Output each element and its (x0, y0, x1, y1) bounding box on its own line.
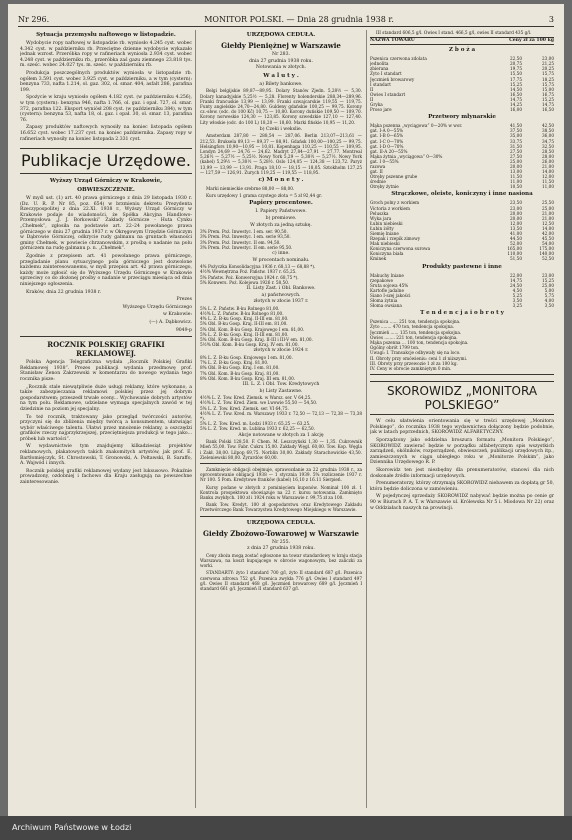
price-low: 4,50 (512, 287, 522, 293)
page-header (18, 12, 554, 27)
list-item: 5½% Obl. Kom. B-ku Gosp. Kraj. IV em. 81,00. (200, 342, 299, 348)
price-high: 4,00 (544, 298, 554, 304)
price-high: 23,00 (542, 272, 554, 278)
price-high: 16,75 (542, 91, 554, 97)
price-high: 21,25 (542, 61, 554, 67)
list-item: 5% L. Z. Tow. Kred. m. Łodzi 1933 r. 65,25 — 63,25. (200, 421, 311, 427)
paragraph: Sporządzony jako oddzielna broszura formatu „Monitora Polskiego”, SKOROWIDZ zawierać będzie w porządku alfabetycznym spis wszystkich zarządzeń, okólników, rozporządzeń, obwieszczeń, publikacji urzędowych itp., zamieszczonych w ciągu ubiegłego roku w „Monitorze Polskim”, jako Dziennika Urzędowego R. P. (370, 438, 554, 466)
paragraph: Polska Agencja Telegraficzna wydała „Rocznik Polskiej Grafiki Reklamowej 1938”. Prezes publikacji wydania przedmowę prof. Stanisław Zenon Zakrzewski w komentarzu do nowego wydania tego rocznika pisze: (20, 360, 192, 382)
price-high: 3,50 (544, 303, 554, 309)
cedula-subtitle: Giełdy Zbożowo-Towarowej w Warszawie (203, 528, 359, 538)
price-low: 14,50 (510, 86, 522, 92)
price-high: 15,25 (542, 96, 554, 102)
price-low: 165,00 (507, 246, 522, 252)
issue-number: Nr 296. (18, 14, 50, 24)
section-title-publications: Publikacje Urzędowe. (20, 148, 192, 174)
commodity-name: Victoria z workiem (370, 205, 410, 211)
section-heading: złotych w złocie 1937 r. (253, 299, 309, 305)
signature-line: w Krakowie: (163, 312, 192, 318)
cedula-number: Nr 255. (272, 539, 290, 545)
section-heading: c) inne. (272, 251, 290, 257)
paragraph: Zamknięcie obligacji obejmuje, sprawozdanie za 22 grudnia 1938 r., za oprocentowanie obligacji 1938 — 1 stycznia 1939. 5% rozliczenie 1937 r. Nr 100. 5 Pom. Kredytowe franków (kabel) 16,10 z 16.11 Sierpień. (200, 467, 362, 483)
paragraph: Zgodnie z przepisem art. 41 powołanego prawa górniczego, przegladanie planu sytuacyjnego pola górniczego jest dozwolone każdemu zainteresowanemu, w myśl przepisu art. 42 prawa górniczego, każdy może zgłosić się do Wyższego Urzędu Górniczego w Krakowie sprzeciwy co do złożonej prośby o nadanie w przeciągu miesiąca od dnia niniejszego ogłoszenia. (20, 254, 192, 287)
price-low: 17,75 (510, 76, 522, 82)
commodity-name: Wyka jara (370, 215, 392, 221)
table-row (370, 256, 554, 261)
commodity-name: gat. I-D 0—70% (370, 143, 404, 149)
price-low: 52,00 (510, 241, 522, 247)
commodity-name: Żyto I standart (370, 71, 402, 77)
price-high: 18,25 (542, 76, 554, 82)
price-low: 20,00 (510, 210, 522, 216)
divider (370, 374, 554, 375)
list-item: 7% Obl. Kom. B-ku Gosp. Kraj. 81,00. (200, 370, 280, 376)
commodity-name: Pszenica czerwona zdolata (370, 56, 427, 62)
commodity-name: Koniczyna biała (370, 251, 404, 257)
commodity-name: Mąka pszenna „wyciągowa” 0—20% w wor. (370, 123, 463, 129)
price-low: 16,00 (510, 107, 522, 113)
list-item: 3% Prem. Poż. Inwestyc. II em. serie 95,50. (200, 244, 293, 250)
table-section-heading: Z b o ż a (448, 47, 476, 54)
price-high: 21,00 (542, 163, 554, 169)
list-item: 3% Prem. Poż. Inwestyc. II em. 94,50. (200, 239, 281, 245)
commodity-name: Mak niebieski (370, 241, 400, 247)
paragraph: W pojedynczej sprzedaży SKOROWIDZ nabywać będzie można po cenie gr 90 w Biurach P. A. T. w Warszawie ul. Królewska Nr 5 i. Miodowa Nr 22) oraz w Oddziałach naszych na prowincji. (370, 494, 554, 511)
section-heading: b) Czeki i wekslie. (259, 126, 303, 132)
list-item: 4½% L. Z. Tow. Kred. Ziemsk. w Warsz. ser. V 64,25. (200, 395, 312, 401)
price-high: 38,50 (542, 128, 554, 134)
price-high: 23,00 (542, 56, 554, 62)
column-1 (20, 30, 192, 808)
list-item: 4% Pożyczka Konsolidacyjna 1936 r. 68,13 — 68,88 *). (200, 264, 316, 270)
commodity-name: Gryka (370, 102, 383, 108)
table-row (370, 184, 554, 189)
section-heading: Papiery procentowe. (249, 200, 313, 207)
commodity-name: gat. I-A 0—55% (370, 128, 404, 134)
price-high: 15,75 (542, 71, 554, 77)
commodity-name: Kminek (370, 256, 387, 262)
list-item: 8% Obl. B-ku Gosp. Kraj. I em. 81,00. (200, 365, 280, 371)
table-section-heading: Strączkowe, oleiste, koniczyny i inne nasiona (391, 191, 533, 198)
price-high: 25,00 (542, 205, 554, 211)
price-low: 15,50 (510, 71, 522, 77)
announcement-date: Kraków, dnia 22 grudnia 1938 r. (26, 289, 102, 295)
commodity-name: Rzepak i rzepik zimowy (370, 236, 421, 242)
paragraph: Kurs urzędowy 1 grama czystego złota = 5 zł 92,44 gr. (206, 193, 323, 199)
section-heading: III. L. Z. i Obl. Tow. Kredytowych (242, 382, 320, 388)
price-table-grains (370, 56, 554, 112)
price-low: 35,00 (510, 133, 522, 139)
list-item: 5% Obl. Kom. B-ku Gosp. Kraj. II-III i III-V em. 81,00. (200, 337, 313, 343)
table-header-name: NAZWA TOWARU (370, 38, 415, 44)
list-item: 8% L. Z. B-ku Gosp. Krajowego I em. 81,00. (200, 355, 293, 361)
list-item: 4½% L. Z. Państw. B-ku Rolnego 81,00. (200, 311, 284, 316)
section-heading: b) premiowe. (265, 216, 297, 222)
price-low: 19,75 (510, 66, 522, 72)
price-low: 23,00 (510, 205, 522, 211)
announcement-heading: OBWIESZCZENIE. (77, 187, 135, 194)
commodity-name: gat. II (370, 169, 383, 175)
price-low: 25,00 (510, 158, 522, 164)
list-item: 3% Prem. Poż. Inwestyc. I em. serie 93,50. (200, 234, 291, 240)
commodity-name: gat. II-A 20—55% (370, 148, 408, 154)
section-heading: Akcje notowane w złotych za 1 akcję (238, 432, 324, 438)
section-heading: W procentach nominału. (252, 257, 310, 263)
paragraph: Spożycie w kraju wyniosło ogółem 4.182 cyst. (w październiku 4.256), w tym (cystern): benzyna 946, nafta 1.766, ol. gaz. i opał. 727, ol. smar. 372, parafina 122. Eksport wyniósł 208 cyst. (w październiku 384), w tym (cystern): benzyna 53, nafta 18, ol. gaz. i opał. 30, ol. smar. 13, parafina 76. (20, 95, 192, 123)
commodity-name: II (370, 96, 374, 102)
section-heading: a) państwowych. (261, 292, 301, 298)
list-item: 4½% L. Z. Tow. Kred. Ziem. we Lwowie 55,50 — 54,50. (200, 400, 318, 406)
commodity-name: Proso jare (370, 107, 392, 113)
price-high: 45,50 (542, 236, 554, 242)
paragraph: Belgi belgijskie 89,87—89,95. Dolary Stanów Zjedn. 5,28½ — 5,30. Dolary kanadyjskie 5,25½ — 5,28. Florenty holenderskie 288,34—289,96. Franki francuskie 13,99 — 13,99. Franki szwajcarskie 119,55 — 119,75. Funty angielskie 24,70—24,80. Guldeny gdańskie 100,25 — 99,75. Korony cz.-słow. (odc. do 100 Kč) 10,75 — 10,80. Korony duńskie 109,50 — 109,70. Korony norweskie 124,30 — 123,85. Korony szwedzkie 127,10 — 127,40. Lity włoskie (odc. do 100 L) 18,20 — 18,60. Marki fińskie 10,95 — 11,20. (200, 88, 362, 125)
archive-name: Archiwum Państwowe w Łodzi (12, 823, 132, 832)
section-heading: złotych w złocie 1924 r. (253, 348, 309, 354)
divider (200, 463, 362, 464)
price-high: 12,50 (542, 220, 554, 226)
price-high: 21,00 (542, 210, 554, 216)
paragraph: Rocznik polskiej grafiki reklamowej wydany jest luksusowo. Pokaźnie prowadzony, ozdobniej i fachowo dla Kraju zasługują na powszechne zainteresowanie. (20, 468, 192, 486)
price-high: 36,00 (542, 133, 554, 139)
list-item: Jęczmień ...... 135 ton, tendencja spokojna. (370, 329, 462, 335)
cedula-subtitle: Giełdy Pieniężnej w Warszawie (221, 41, 341, 50)
section-heading: W złotych za jedną sztukę. (250, 222, 312, 228)
price-high: 11,00 (542, 184, 554, 190)
commodity-name: razowa (370, 163, 386, 169)
paragraph: W myśl ust. (1) art. 40 prawa górniczego z dnia 29 listopada 1930 r. (Dz. U. R. P. Nr 85, poz. 654) w brzmieniu dekretu Prezydenta Rzeczypospolitej z dnia 22.XI. 1938 r., Wyższy Urząd Górniczy w Krakowie podaje do wiadomości, że Spółka Akcyjna Handlowo-Przemysłowa „J. J. Borkowski” Zakłady Górnicze - Huta Cynku „Chełmek”, zgłosiła na podstawie art. 22–24 powołanego prawa górniczego w dniu 27 grudnia 1937 r. w Okręgowym Urzędzie Górniczym w Dąbrowie Górniczej, odkrycie rudy galmanu na gruntach własności gminy Chełmek, w powiecie chrzanowskim, z prośbą o nadanie na polu górniczem na rudę galmanu p. n. „Chełmek”. (20, 196, 192, 252)
commodity-name: gat. I 0—55% (370, 158, 399, 164)
commodity-name: gat. I-C 0—70% (370, 138, 404, 144)
list-item: 5% L. Z. B-ku Gosp. Kraj. II-III em. 81,00. (200, 331, 289, 337)
archive-footer (0, 816, 572, 840)
turnover-heading: T e n d e n c j a i o b r o t y (420, 310, 504, 317)
commodity-name: Peluszka (370, 210, 389, 216)
table-row (370, 303, 554, 308)
price-high: 54,00 (542, 241, 554, 247)
price-low: 11,50 (510, 174, 522, 180)
commodity-name: Owies I standart (370, 91, 406, 97)
price-high: 26,00 (542, 158, 554, 164)
table-section-heading: Przetwory młynarskie (428, 114, 496, 121)
divider (20, 336, 192, 337)
masthead-title: MONITOR POLSKI. — Dnia 28 grudnia 1938 r. (204, 14, 394, 24)
table-header-price: Ceny zł za 100 kg (509, 38, 554, 44)
price-low: 20,75 (510, 61, 522, 67)
price-table-legumes (370, 200, 554, 261)
price-low: 22,00 (510, 272, 522, 278)
commodity-name: Słoma owsiana (370, 303, 402, 309)
commodity-name: Jęczmień browarowy (370, 76, 415, 82)
price-table-flour (370, 123, 554, 189)
price-low: 10,50 (510, 184, 522, 190)
column-rule-2 (366, 30, 367, 808)
price-low: 14,75 (510, 96, 522, 102)
price-high: 14,75 (542, 102, 554, 108)
price-high: 14,00 (542, 169, 554, 175)
paragraph: Bank Polski 128,50. F. Chem. M. Leszczyński 1,30 — 1,35. Cukrownik Mień 55,00. Tow. Fabr. Cukru 15,00. Zakłady Węgl. 60,00. Tow. Kop. Węgla i Zakł. 38,00. Lilpop 69,75. Norblin 30,00. Zakłady Starachowickie 43,50. Zieleniewski 80,00. Żyrardów 60,00. (200, 439, 362, 460)
price-high: 175,00 (539, 246, 554, 252)
price-high: 15,75 (542, 81, 554, 87)
paragraph: Kursy podane w złotych z pominięciem kuponów. Nominał 100 zł. 1 Kontrola prospektowa obowiązuje na 22 r. kursu notowania. Zamknięto Banku zwykłych. 100 zł i 1924 roku w Warszawie r. 99,75 zł za 100. (200, 484, 362, 501)
list-item: 4½% L. Z. Tow. Kred. m. Warszawy 1933 r. 72,50 — 72,13 — 72,38 — 73,38 *). (200, 410, 362, 422)
commodity-name: I standart (370, 81, 391, 87)
list-item: 7% L. Z. B-ku Gosp. Kraj. 81,00. (200, 360, 269, 366)
list-item: Owies ........ 221 ton, tendencja spokojna. (370, 334, 458, 340)
section-heading: b) Listy Zastawne. (259, 388, 303, 394)
list-item: III. Obroty przy przewozie 1 zł za 100 kg. (370, 360, 458, 366)
commodity-name: Makuchy lniane (370, 272, 404, 278)
article-title-rocznik: ROCZNIK POLSKIEJ GRAFIKI REKLAMOWEJ. (47, 340, 165, 359)
list-item: Żyto ........ 470 ton, tendencja spokojna. (370, 324, 455, 330)
price-high: 28,00 (542, 153, 554, 159)
paragraph: W celu ułatwienia orientowania się w treści urzędowej „Monitora Polskiego”, do rocznika 1938 tego wydawnictwa dołączony będzie podobnie, jak w latach poprzednich, SKOROWIDZ ALFABETYCZNY. (370, 419, 554, 436)
paragraph: STANDARTY: żyto I standard 700 g/l, żyto II standard 687 g/l. Pszenica czerwona zdrowa 752 g/l. Pszenica zwykła 776 g/l. Owies I standard 497 g/l. Owies II standard 468 g/l. Jęczmień browarowy 689 g/l. Jęczmień I standard 661 g/l. Jęczmień II standard 637 g/l. (200, 570, 362, 592)
commodity-name: zbierana (370, 66, 389, 72)
price-high: 28,50 (542, 148, 554, 154)
price-low: 12,00 (510, 220, 522, 226)
price-high: 20,25 (542, 66, 554, 72)
column-rule-1 (195, 30, 196, 808)
paragraph: III standard 606,5 g/l. Owies I stand. 466,5 g/l, owies II standard 435 g/l. (376, 30, 532, 35)
commodity-name: II (370, 86, 374, 92)
list-item: 8% Obl. Kom. B-ku Gosp. Kraj. III em. 81,00. (200, 375, 296, 381)
divider (200, 516, 362, 517)
price-low: 23,50 (510, 200, 522, 206)
paragraph: Marki niemieckie srebrne 88,00 — 88,00. (206, 186, 295, 192)
price-low: 27,50 (510, 153, 522, 159)
price-high: 15,00 (542, 86, 554, 92)
price-low: 3,50 (512, 298, 522, 304)
price-high: 5,00 (544, 287, 554, 293)
section-heading: II. Listy Zast. i Obl. Bankowe. (246, 286, 316, 292)
price-low: 14,25 (510, 102, 522, 108)
price-high: 5,75 (544, 292, 554, 298)
list-item: 4½% Wewnętrzna Poż. Państw. 1937 r. 65,25. (200, 269, 297, 275)
commodity-name: jednolita (370, 61, 389, 67)
list-item: 5% Konwers. Poż. Kolejowa 1926 r. 58,50. (200, 279, 290, 285)
signature-line: 9049-p (175, 327, 192, 333)
price-low: 31,50 (510, 143, 522, 149)
price-high: 12,00 (542, 174, 554, 180)
price-low: 20,00 (510, 215, 522, 221)
paragraph: Produkcja poszczególnych produktów wyniosła w listopadzie rb. ogółem 3.591 cyst. wobec 3.925 cyst. w październiku, a w tym (cystern): benzyna 733, nafta 1.214, ol. gaz. 302, ol. smar. 404, asfalt 286, parafina 199. (20, 70, 192, 93)
section-heading: a) Bilety bankowe. (259, 81, 303, 87)
commodity-name: Siemię lniane (370, 231, 399, 237)
price-high: 42,00 (542, 231, 554, 237)
newspaper-page (8, 4, 564, 816)
paragraph: Zapasy produktów naftowych wynosiły na koniec listopada ogółem 16.652 cyst. wobec 17.237 cyst. na koniec października. Zapasy ropy w rafineriach wynosiły na koniec listopada 2.331 cyst. (20, 125, 192, 142)
paragraph: Ceny zboża mogą zostać ogłoszone na towar standardowy w kraju stacja Warszawa, na koszt kupującego w obrocie wagonowym, bez zaliczki za worki. (200, 552, 362, 569)
cedula-date: dnia 27 grudnia 1938 roku. (249, 58, 313, 64)
list-item: 5% Obl. B-ku Gosp. Kraj. II-III em. 81,00. (200, 321, 288, 327)
price-low: 41,00 (510, 231, 522, 237)
commodity-name: Śruta sojowa 45% (370, 282, 409, 288)
price-low: 44,50 (510, 236, 522, 242)
paragraph: W wydawnictwie tym znajdujemy kilkadziesiąt projektów reklamowych, plakatowych takich znakomitych artystów, jak prof. E. Bartłomiejczyk, St. Chrostowski, T. Gronowski, A. Połtawski, B. Saraffo, A. Wajwód i innych. (20, 444, 192, 467)
section-heading: Notowania w złotych. (255, 65, 307, 71)
list-item: 5% L. Z. Państw. B-ku Rolnego 81,00. (200, 305, 280, 311)
commodity-name: Siano I-szej jakości (370, 292, 411, 298)
page-number: 3 (548, 14, 554, 24)
list-item: 5% L. Z. Tow. Kred. m. Lublina 1933 r. 62,25 — 62,50. (200, 426, 315, 432)
price-low: 33,75 (510, 138, 522, 144)
office-name: Wyższy Urząd Górniczy w Krakowie, (49, 178, 163, 185)
list-item: 5% Państw. Poż. Konwersyjna 1924 r. 68,75 *). (200, 274, 299, 280)
commodity-name: Koniczyna czerwona surowa (370, 246, 431, 252)
price-low: 37,50 (510, 128, 522, 134)
article-title-oil: Sytuacja przemysłu naftowego w listopadzie. (36, 32, 176, 38)
price-low: 11,00 (510, 179, 522, 185)
price-low: 15,25 (510, 81, 522, 87)
list-item: 5% L. Z. Tow. Kred. Ziemsk. ser. VI 64,75. (200, 405, 289, 411)
price-high: 52,50 (542, 256, 554, 262)
commodity-name: Łubin niebieski (370, 220, 403, 226)
price-high: 21,00 (542, 215, 554, 221)
price-high: 25,50 (542, 200, 554, 206)
list-item: Uwagi: I. Transakcje odbywały się na loco. (370, 350, 461, 356)
price-high: 11,50 (542, 179, 554, 185)
price-low: 16,50 (510, 91, 522, 97)
column-3 (370, 30, 554, 808)
table-header (370, 37, 554, 45)
cedula-title: URZĘDOWA CEDUŁA. (246, 32, 316, 38)
skorowidz-title: SKOROWIDZ „MONITORA POLSKIEGO” (370, 381, 554, 415)
price-high: 140,00 (539, 251, 554, 257)
price-low: 20,00 (510, 163, 522, 169)
list-item: Mąka pszenna ... 100 ton, tendencja spokojna. (370, 340, 469, 346)
price-low: 110,00 (507, 251, 522, 257)
commodity-name: Groch polny z workiem (370, 200, 420, 206)
price-high: 25,00 (542, 282, 554, 288)
commodity-name: Otręby żytnie (370, 184, 399, 190)
price-high: 15,25 (542, 277, 554, 283)
commodity-name: gat. I-B 0—65% (370, 133, 404, 139)
price-low: 51,50 (510, 256, 522, 262)
paragraph: Skorowidz ten jest niezbędny dla prenumeratorów, stanowi dla nich doskonałe źródło informacji urzędowych. (370, 468, 554, 479)
cedula-date: z dnia 27 grudnia 1938 roku. (247, 546, 315, 552)
price-high: 42,50 (542, 123, 554, 129)
column-2 (200, 30, 362, 808)
list-item: 4% L. Z. B-ku Gosp. Kraj. II-III em. 81,00. (200, 316, 289, 322)
price-high: 32,50 (542, 143, 554, 149)
price-low: 13,00 (510, 169, 522, 175)
signature-line: Prezes (176, 297, 192, 303)
commodity-name: Łubin żółty (370, 225, 394, 231)
price-high: 16,50 (542, 107, 554, 113)
list-item: II. Obroty przy omówieniu: ceni 1 zł niższymi. (370, 355, 468, 361)
price-high: 14,00 (542, 225, 554, 231)
commodity-name: Mąka żytnia „wyciągowa” 0—30% (370, 153, 443, 159)
list-item: 5% Obl. Kom. B-ku Gosp. Krajowego I em. 81,00. (200, 326, 305, 332)
commodity-name: Otręby pszenne grube (370, 174, 418, 180)
price-low: 27,50 (510, 148, 522, 154)
paragraph: Amsterdam 287,80 — 288,54 — 287,06. Berlin 213,07—213,61 — 212,53. Bruksela 89,13 — 89,37 — 88,91. Gdańsk 100,00—100,25 — 99,75. Helsingfors 10,90—10,95 — 10,81. Kopenhaga 110,25 — 110,55 — 109,95. Londyn 24,69 — 24,76 — 24,62. Madryt 27,84—27,91 — 27,77. Montreal 5,26½ — 5,27½ — 5,25½. Nowy York 5,29 — 5,30½ — 5,27½. Nowy York (kabel) 5,29½ — 5,30½ — 5,28½. Oslo 124,05 — 124,38 — 123,72. Paryż 13,99 — 13,99 — 13,91. Praga 18,10 — 18,15 — 18,05. Sztokholm 127,25 — 127,59 — 126,91. Zurych 119,25 — 119,55 — 118,95. (200, 133, 362, 175)
commodity-name: Kartofle jadalne (370, 287, 404, 293)
price-high: 34,75 (542, 138, 554, 144)
paragraph: Bank Tow. Kredyt. 100 zł gospodarstwu oraz Kredytowego Zakładu Przetwórczego Bank Towarzystwa Kredytowego Miejskiego w Warszawie. (200, 502, 362, 513)
paragraph: To też rocznik, traktowany jako przegląd twórczości autorów, przyczyni się do zbliżenia między twórcą a konsumentem, ułatwiając wybór właściwego talentu. Ułatwi przez mnożenie reklamy, a oszczędzi grafików rzeczy najprzykrzejszej, przeciętniejsza produkcji w tego jako... próbek lub wartości”. (20, 414, 192, 442)
section-heading: W a l u t y . (263, 72, 299, 79)
price-low: 5,25 (512, 292, 522, 298)
price-table-fodder (370, 273, 554, 309)
list-item: 3% Prem. Poż. Inwestyc. I em. ser. 90,50. (200, 229, 288, 235)
section-heading: c) M o n e t y . (258, 177, 304, 184)
commodity-name: średnie (370, 179, 386, 185)
list-item: Ogólny obrót 1799 ton. (370, 345, 420, 351)
cedula-title: URZĘDOWA CEDUŁA. (246, 519, 316, 526)
paragraph: „Rocznik stale niewątpliwie duże usługi reklamy, które wykonano, a także zabezpieczania reklamowi polskiej przez jej dobrym gospodarstwem; przeszedł trwałe oceny... Wychowanie dobrych artystów na tym polu. Reklamowe, udzielane wymaga specjalnych zawód w tej dziedzinie na poziom jej specjalny. (20, 384, 192, 412)
table-row (370, 107, 554, 112)
price-low: 14,75 (510, 277, 522, 283)
section-heading: I. Papiery Państwowe. (255, 209, 307, 215)
price-low: 24,50 (510, 282, 522, 288)
signature-line: Wyższego Urzędu Górniczego (122, 304, 192, 310)
list-item: Pszenica ...... 251 ton, tendencja spokojna. (370, 319, 461, 325)
paragraph: Prenumeratorzy, którzy otrzymają SKOROWIDZ niebawem za dopłatą gr 50, która będzie doliczona w zamówieniu. (370, 481, 554, 492)
price-low: 13,50 (510, 225, 522, 231)
list-item: IV. Ceny w obrocie zamkniętym 0 min. (370, 366, 452, 372)
signature-line: (—) A. Dąbkowicz. (149, 319, 192, 325)
commodity-name: rzepakowe (370, 277, 393, 283)
cedula-number: Nr 283. (272, 52, 290, 57)
paragraph: Wydobycie ropy naftowej w listopadzie rb. wyniosło 4.245 cyst. wobec 4.342 cyst. w październiku rb. Przeciętne dzienne wydobycie wykazało jednak wzrost. Przeróbka ropy w rafineriach wyniosła 2.934 cyst. wobec 4.248 cyst. w październiku rb., przeróbka zaś gazu ziemnego 23.818 tys. m. sześc. wobec 24.027 tys. m. sześc. w październiku rb. (20, 41, 192, 69)
price-low: 3,25 (512, 303, 522, 309)
table-section-heading: Produkty pastewne i inne (422, 263, 502, 270)
commodity-name: Słoma żytnia (370, 298, 398, 304)
price-low: 41,50 (510, 123, 522, 129)
price-low: 22,50 (510, 56, 522, 62)
